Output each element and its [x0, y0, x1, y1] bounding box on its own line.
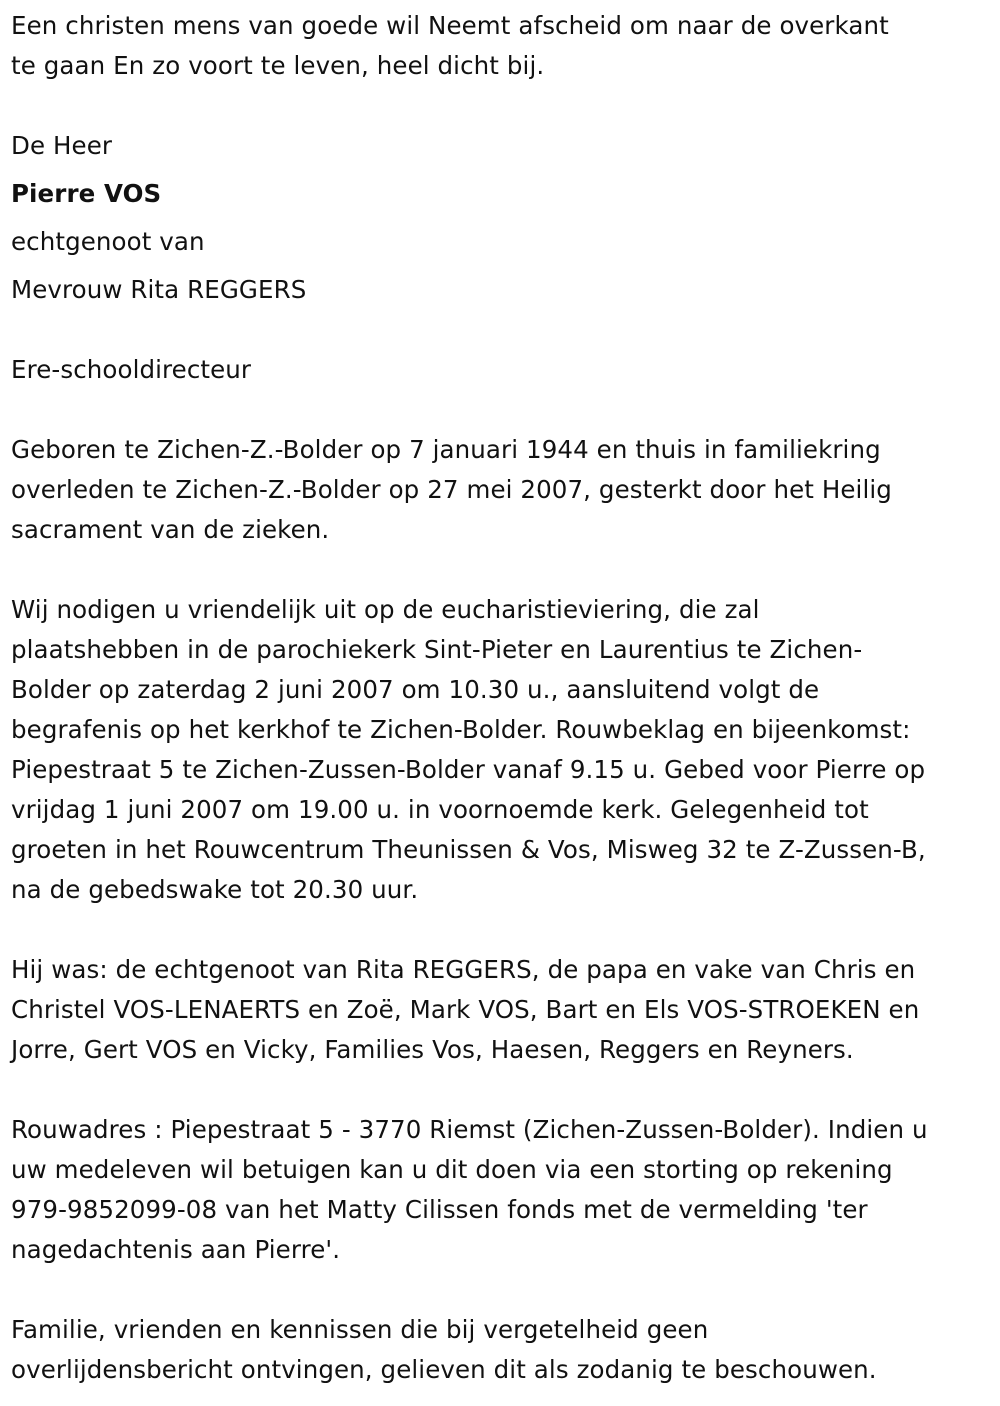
paragraph-line: vrijdag 1 juni 2007 om 19.00 u. in voornoemde kerk. Gelegenheid tot: [11, 795, 869, 824]
profession-title: Ere-schooldirecteur: [11, 355, 252, 384]
paragraph-line: Rouwadres : Piepestraat 5 - 3770 Riemst (Zichen-Zussen-Bolder). Indien u: [11, 1115, 928, 1144]
paragraph-line: Geboren te Zichen-Z.-Bolder op 7 januari 1944 en thuis in familiekring: [11, 435, 881, 464]
address-paragraph: [11, 1110, 991, 1270]
paragraph-line: Hij was: de echtgenoot van Rita REGGERS, de papa en vake van Chris en: [11, 955, 916, 984]
paragraph-line: begrafenis op het kerkhof te Zichen-Bolder. Rouwbeklag en bijeenkomst:: [11, 715, 911, 744]
paragraph-line: Christel VOS-LENAERTS en Zoë, Mark VOS, Bart en Els VOS-STROEKEN en: [11, 995, 920, 1024]
intro-poem: [11, 6, 991, 86]
paragraph-line: na de gebedswake tot 20.30 uur.: [11, 875, 419, 904]
salutation: De Heer: [11, 131, 113, 160]
paragraph-line: Jorre, Gert VOS en Vicky, Families Vos, Haesen, Reggers en Reyners.: [11, 1035, 854, 1064]
paragraph-line: Piepestraat 5 te Zichen-Zussen-Bolder vanaf 9.15 u. Gebed voor Pierre op: [11, 755, 926, 784]
paragraph-line: 979-9852099-08 van het Matty Cilissen fonds met de vermelding 'ter: [11, 1195, 868, 1224]
paragraph-line: uw medeleven wil betuigen kan u dit doen via een storting op rekening: [11, 1155, 893, 1184]
paragraph-line: overlijdensbericht ontvingen, gelieven dit als zodanig te beschouwen.: [11, 1355, 877, 1384]
ceremony-paragraph: [11, 590, 991, 910]
family-paragraph: [11, 950, 991, 1070]
paragraph-line: groeten in het Rouwcentrum Theunissen & Vos, Misweg 32 te Z-Zussen-B,: [11, 835, 926, 864]
paragraph-line: Bolder op zaterdag 2 juni 2007 om 10.30 u., aansluitend volgt de: [11, 675, 820, 704]
intro-line: Een christen mens van goede wil Neemt afscheid om naar de overkant: [11, 11, 889, 40]
paragraph-line: plaatshebben in de parochiekerk Sint-Pieter en Laurentius te Zichen-: [11, 635, 863, 664]
closing-paragraph: [11, 1310, 991, 1390]
paragraph-line: Wij nodigen u vriendelijk uit op de eucharistieviering, die zal: [11, 595, 760, 624]
paragraph-line: overleden te Zichen-Z.-Bolder op 27 mei 2007, gesterkt door het Heilig: [11, 475, 892, 504]
birth-death-paragraph: [11, 430, 991, 550]
paragraph-line: nagedachtenis aan Pierre'.: [11, 1235, 341, 1264]
deceased-name: Pierre VOS: [11, 179, 162, 208]
paragraph-line: sacrament van de zieken.: [11, 515, 330, 544]
paragraph-line: Familie, vrienden en kennissen die bij vergetelheid geen: [11, 1315, 709, 1344]
intro-line: te gaan En zo voort te leven, heel dicht bij.: [11, 51, 545, 80]
spouse-name: Mevrouw Rita REGGERS: [11, 275, 307, 304]
relation-label: echtgenoot van: [11, 227, 205, 256]
